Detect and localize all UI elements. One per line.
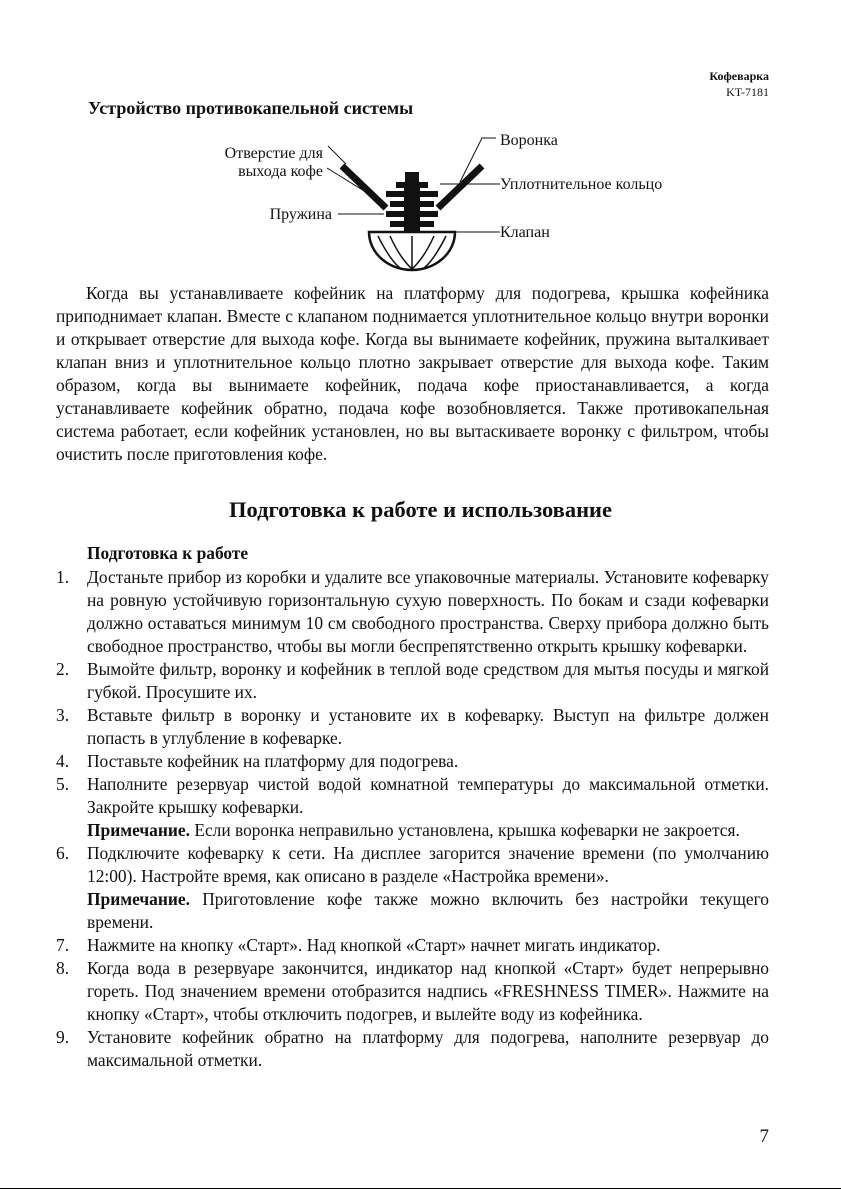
page-header	[709, 68, 769, 100]
list-item	[56, 934, 769, 957]
note-text: Приготовление кофе также можно включить без настройки текущего времени.	[87, 889, 769, 932]
note	[87, 819, 769, 842]
label-spring: Пружина	[269, 206, 332, 223]
bottom-rule	[0, 1188, 841, 1189]
step-number: 8.	[56, 958, 70, 978]
step-number: 2.	[56, 659, 70, 679]
subsection-title: Подготовка к работе	[87, 543, 249, 563]
step-number: 3.	[56, 705, 70, 725]
list-item	[56, 957, 769, 1026]
note	[87, 888, 769, 934]
step-number: 5.	[56, 774, 70, 794]
list-item	[56, 704, 769, 750]
antidrip-diagram	[200, 128, 700, 278]
step-text: Подключите кофеварку к сети. На дисплее загорится значение времени (по умолчанию 12:00). Настройте время, как описано в разделе «Настройка времени».	[87, 843, 769, 886]
list-item	[56, 1026, 769, 1072]
note-text: Если воронка неправильно установлена, крышка кофеварки не закроется.	[189, 820, 740, 840]
list-item	[56, 566, 769, 658]
step-text: Нажмите на кнопку «Старт». Над кнопкой «Старт» начнет мигать индикатор.	[87, 935, 661, 955]
step-text: Наполните резервуар чистой водой комнатной температуры до максимальной отметки. Закройте крышку кофеварки.	[87, 774, 769, 817]
label-valve: Клапан	[500, 224, 550, 241]
step-text: Вставьте фильтр в воронку и установите их в кофеварку. Выступ на фильтре должен попасть в углубление в кофеварке.	[87, 705, 769, 748]
step-number: 4.	[56, 751, 70, 771]
funnel-left-wall	[342, 166, 386, 208]
step-text: Установите кофейник обратно на платформу для подогрева, наполните резервуар до максимальной отметки.	[87, 1027, 769, 1070]
step-text: Достаньте прибор из коробки и удалите все упаковочные материалы. Установите кофеварку на ровную устойчивую горизонтальную сухую поверхность. По бокам и сзади кофеварки должно оставаться минимум 10 см свободного пространства. Сверху прибора должно быть свободное пространство, чтобы вы могли беспрепятственно открыть крышку кофеварки.	[87, 567, 769, 656]
list-item	[56, 773, 769, 842]
section-title-antidrip: Устройство противокапельной системы	[88, 98, 414, 118]
section-title-preparation: Подготовка к работе и использование	[228, 497, 612, 522]
steps-list	[56, 566, 769, 1072]
header-model: KT-7181	[726, 85, 769, 99]
list-item	[56, 750, 769, 773]
label-seal-ring: Уплотнительное кольцо	[500, 176, 663, 193]
header-product: Кофеварка	[709, 69, 769, 83]
antidrip-description: Когда вы устанавливаете кофейник на платформу для подогрева, крышка кофейника приподнимает клапан. Вместе с клапаном поднимается уплотнительное кольцо внутри воронки и открывает отверстие для выхода кофе. Когда вы вынимаете кофейник, пружина выталкивает клапан вниз и уплотнительное кольцо плотно закрывает отверстие для выхода кофе. Таким образом, когда вы вынимаете кофейник, подача кофе приостанавливается, а когда устанавливаете кофейник обратно, подача кофе возобновляется. Также противокапельная система работает, если кофейник установлен, но вы вытаскиваете воронку с фильтром, чтобы очистить после приготовления кофе.	[56, 283, 769, 464]
step-text: Поставьте кофейник на платформу для подогрева.	[87, 751, 459, 771]
label-outlet-line2: выхода кофе	[238, 163, 323, 180]
step-number: 9.	[56, 1027, 70, 1047]
list-item	[56, 658, 769, 704]
page-number: 7	[759, 1126, 769, 1147]
note-label: Примечание.	[87, 889, 190, 909]
step-text: Когда вода в резервуаре закончится, индикатор над кнопкой «Старт» будет непрерывно гореть. Под значением времени отобразится надпись «FRESHNESS TIMER». Нажмите на кнопку «Старт», чтобы отключить подогрев, и вылейте воду из кофейника.	[87, 958, 769, 1024]
label-funnel: Воронка	[500, 132, 558, 149]
note-label: Примечание.	[87, 820, 190, 840]
list-item	[56, 842, 769, 934]
step-number: 6.	[56, 843, 70, 863]
funnel-right-wall	[438, 166, 482, 208]
label-outlet-line1: Отверстие для	[224, 145, 323, 162]
step-text: Вымойте фильтр, воронку и кофейник в теплой воде средством для мытья посуды и мягкой губкой. Просушите их.	[87, 659, 769, 702]
step-number: 7.	[56, 935, 70, 955]
step-number: 1.	[56, 567, 70, 587]
